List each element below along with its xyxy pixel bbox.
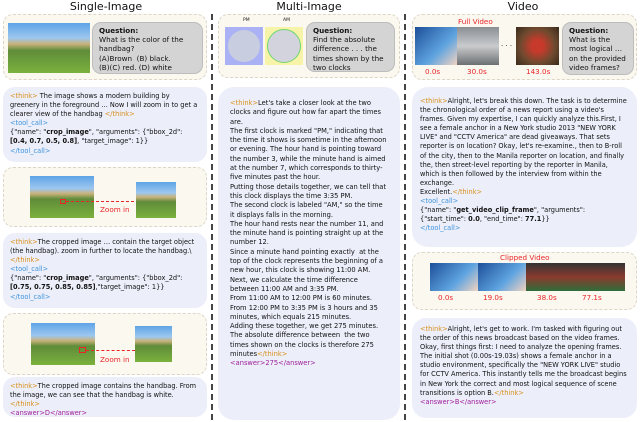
tool-call-tag: </tool_call> (10, 292, 51, 301)
cropped-image (135, 326, 172, 362)
single-step-2 (3, 233, 207, 308)
time-label: 0.0s (425, 67, 441, 76)
multi-step-1 (218, 87, 400, 420)
single-step-1 (3, 87, 207, 162)
pm-clock-image (225, 27, 263, 65)
zoom-arrow (86, 350, 135, 351)
zoom-label: Zoom in (100, 205, 130, 214)
reasoning-text: [0.75, 0.75, 0.85, 0.85] (10, 283, 96, 292)
single-step-3 (3, 377, 207, 417)
video-frame (575, 263, 625, 291)
reasoning-text: Let's take a closer look at the two clocks and figure out how far apart the times are. The first clock is marked "PM," indicating that the time it shows is sometime in the afternoon or evening. The hour hand is pointing toward the number 3, while the minute hand is aimed at the number 7, which corresponds to thirty-five minutes past the hour. Putting those details together, we can tell that this clock displays the time 3:35 PM. The second clock is labeled "AM," so the time it displays falls in the morning. The hour hand rests near the number 11, and the minute hand is pointing straight up at the number 12. Since a minute hand pointing exactly at the top of the clock represents the beginning of a new hour, this clock is showing 11:00 AM. Next, we calculate the time difference between 11:00 AM and 3:35 PM. From 11:00 AM to 12:00 PM is 60 minutes. From 12:00 PM to 3:35 PM is 3 hours and 35 minutes, which equals 215 minutes. Adding these together, we get 275 minutes. The absolute difference between the two times shown on the clocks is therefore 275 minutes (230, 99, 387, 359)
reasoning-text: {"name": " (420, 206, 457, 215)
reasoning-text: 77.1 (525, 215, 542, 224)
zoom-panel-1 (3, 167, 207, 227)
video-question (562, 22, 634, 75)
question-text: Find the absolute difference . . . the times shown by the two clocks (313, 35, 386, 72)
question-label: Question: (99, 26, 139, 35)
think-tag: <think> (230, 99, 259, 107)
clipped-video-label: Clipped Video (500, 253, 550, 262)
think-tag: </think> (452, 187, 483, 196)
think-tag: <think> (420, 325, 448, 333)
reasoning-text: , "target_image": 1}} (77, 137, 149, 146)
video-step-1 (412, 87, 637, 247)
answer-tag: <answer>275</answer> (230, 359, 316, 368)
zoom-panel-2 (3, 313, 207, 375)
think-tag: <think> (420, 97, 448, 105)
clock-face (228, 30, 260, 62)
clock-face (267, 29, 301, 63)
reasoning-text: The cropped image contains the handbag. From the image, we can see that the handbag is white. (10, 382, 197, 400)
answer-tag: <answer>B</answer> (420, 397, 497, 406)
think-tag: <think> (10, 382, 38, 390)
am-clock-image (265, 27, 303, 65)
video-step-2 (412, 318, 637, 418)
tool-call-tag: </tool_call> (10, 146, 51, 155)
reasoning-text: crop_image (46, 274, 89, 283)
cropped-image (136, 182, 176, 218)
think-tag: </think> (257, 350, 288, 359)
reasoning-text: ", "arguments": {"bbox_2d": (88, 128, 185, 137)
reasoning-text: get_video_clip_frame (456, 206, 534, 215)
reasoning-text: The cropped image … contain the target object (the handbag). zoom in further to locate the handbag.\ (10, 238, 197, 256)
column-divider (404, 14, 406, 420)
tool-call-tag: <tool_call> (10, 119, 49, 128)
video-frame (457, 27, 499, 65)
question-label: Question: (313, 26, 353, 35)
clock-label-am: AM (283, 18, 290, 23)
reasoning-text: Alright, let's get to work. I'm tasked with figuring out the order of this news broadcast based on the video frames. Okay, first things first: I need to analyze the opening frames. The initial shot (0.00s-19.03s) shows a female anchor in a studio environment, specifically the "NEW YORK LIVE" studio for CCTV America. This instantly tells me the broadcast begins in New York the correct and most logical sequence of scene transitions is option B. (420, 325, 629, 397)
reasoning-text: ", "arguments": {"start_time": (420, 206, 588, 224)
reasoning-text: }} (541, 215, 550, 224)
tool-call-tag: </tool_call> (420, 224, 461, 233)
video-frame (526, 263, 575, 291)
time-label: 19.0s (483, 293, 503, 302)
column-divider (211, 14, 213, 420)
reasoning-text: crop_image (46, 128, 89, 137)
question-text: What is the most logical … on the provided video frames? (569, 35, 629, 72)
cropped-image (31, 323, 95, 365)
reasoning-text: The image shows a modern building by greenery in the foreground … Now I will zoom in to get a clearer view of the handbag (10, 92, 200, 119)
reasoning-text: [0.4, 0.7, 0.5, 0.8] (10, 137, 78, 146)
time-label: 77.1s (582, 293, 602, 302)
ellipsis: · · · (501, 42, 513, 50)
think-tag: </think> (10, 400, 40, 409)
time-label: 38.0s (537, 293, 557, 302)
think-tag: <think> (10, 92, 38, 100)
time-label: 30.0s (467, 67, 487, 76)
park-image (8, 23, 90, 73)
park-image (30, 176, 94, 218)
reasoning-text: {"name": " (10, 128, 47, 137)
clipped-video-panel (412, 252, 637, 310)
tool-call-tag: <tool_call> (420, 197, 459, 206)
think-tag: </think> (10, 256, 40, 265)
think-tag: </think> (104, 110, 135, 119)
zoom-box (79, 347, 86, 353)
single-question (92, 22, 203, 74)
video-frame (415, 27, 457, 65)
answer-tag: <answer>D</answer> (10, 409, 88, 418)
time-label: 0.0s (438, 293, 454, 302)
video-frame (516, 27, 559, 65)
single-question-panel (3, 14, 207, 80)
multi-question (306, 22, 395, 72)
reasoning-text: {"name": " (10, 274, 47, 283)
tool-call-tag: <tool_call> (10, 265, 49, 274)
zoom-label: Zoom in (100, 355, 130, 364)
multi-question-panel (218, 14, 400, 78)
video-frame (430, 263, 478, 291)
reasoning-text: 0.0 (468, 215, 480, 224)
video-frame (478, 263, 526, 291)
clock-label-pm: PM (243, 18, 250, 23)
reasoning-text: ", "arguments": {"bbox_2d": (88, 274, 185, 283)
reasoning-text: Alright, let's break this down. The task is to determine the chronological order of a news report using a video's frames. Given my expertise, I can quickly analyze this.First, I see a female anchor in a New York studio 2013 "NEW YORK LIVE" and "CCTV America" are dead giveaways. That sets reporter is on location? Okay, let's re-examine., then to B-roll of the city, then to the Manila reporter on location, and finally the, then street-level reporting by the reporter in Manila, which is then followed by the interview from within the exchange. Excellent. (420, 97, 627, 196)
column-title-single: Single-Image (69, 0, 143, 13)
video-question-panel (412, 14, 637, 80)
reasoning-text: ,"target_image": 1}} (95, 283, 165, 292)
think-tag: <think> (10, 238, 38, 246)
reasoning-text: , "end_time": (479, 215, 526, 224)
question-label: Question: (569, 26, 609, 35)
full-video-label: Full Video (458, 17, 493, 26)
time-label: 143.0s (526, 67, 551, 76)
question-text: What is the color of the handbag? (A)Brown (B) black. (B)(C) red. (D) white (99, 35, 184, 72)
column-title-multi: Multi-Image (276, 0, 342, 13)
column-title-video: Video (507, 0, 539, 13)
zoom-arrow (66, 201, 134, 202)
think-tag: </think> (493, 388, 524, 397)
